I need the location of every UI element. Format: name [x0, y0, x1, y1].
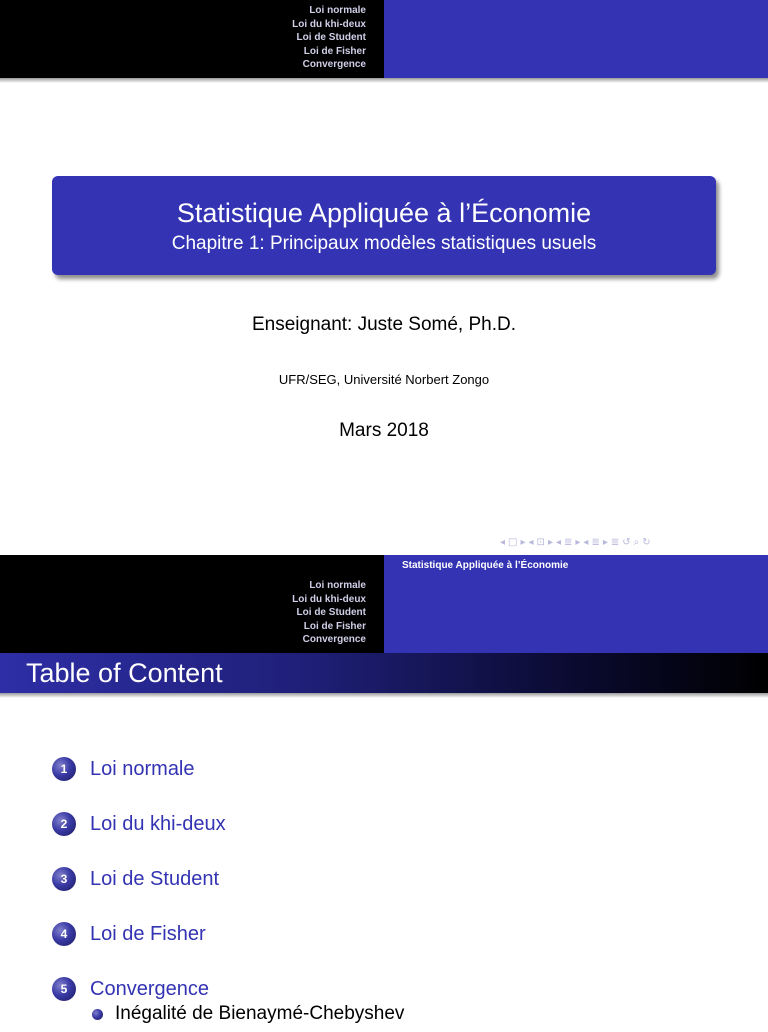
toc-number-badge: 3 — [52, 867, 76, 891]
nav-link-convergence[interactable]: Convergence — [302, 634, 366, 646]
next-slide-icon[interactable]: ▸ — [520, 537, 526, 548]
frame-icon[interactable]: ⊡ — [536, 537, 545, 548]
toc-number-badge: 4 — [52, 922, 76, 946]
toc-subitem[interactable] — [92, 1003, 404, 1025]
author: Enseignant: Juste Somé, Ph.D. — [251, 314, 517, 335]
toc-link-loi-khi-deux[interactable]: Loi du khi-deux — [90, 813, 226, 835]
toc-item[interactable] — [52, 977, 226, 1001]
nav-link-convergence[interactable]: Convergence — [302, 59, 366, 71]
next-frame-icon[interactable]: ▸ — [547, 537, 553, 548]
frame-title-shadow — [0, 693, 768, 698]
presentation-title: Statistique Appliquée à l’Économie — [176, 198, 592, 228]
nav-link-loi-student[interactable]: Loi de Student — [296, 607, 366, 619]
prev-section-icon[interactable]: ◂ — [583, 537, 589, 548]
nav-link-loi-khi-deux[interactable]: Loi du khi-deux — [292, 18, 366, 30]
document-icon[interactable]: ≣ — [610, 537, 620, 548]
institute: UFR/SEG, Université Norbert Zongo — [278, 372, 490, 387]
toc-item[interactable] — [52, 922, 226, 946]
nav-link-loi-fisher[interactable]: Loi de Fisher — [303, 620, 366, 632]
search-icon[interactable]: ⌕ — [633, 537, 640, 548]
header-presentation-title[interactable]: Statistique Appliquée à l’Économie — [402, 560, 569, 571]
header-shadow — [0, 78, 768, 83]
toc-number-badge: 1 — [52, 757, 76, 781]
presentation-date: Mars 2018 — [339, 420, 429, 441]
slide-icon[interactable]: □ — [508, 537, 518, 548]
slide2-header-navbar — [0, 555, 768, 653]
next-subsection-icon[interactable]: ▸ — [575, 537, 581, 548]
toc-item[interactable] — [52, 757, 226, 781]
prev-slide-icon[interactable]: ◂ — [500, 537, 506, 548]
section-list — [0, 4, 366, 72]
section-icon[interactable]: ≣ — [591, 537, 600, 548]
prev-subsection-icon[interactable]: ◂ — [555, 537, 561, 548]
toc-number-badge: 2 — [52, 812, 76, 836]
toc-item[interactable] — [52, 867, 226, 891]
title-block — [52, 176, 716, 275]
toc-link-convergence[interactable]: Convergence — [90, 978, 209, 1000]
toc-number-badge: 5 — [52, 977, 76, 1001]
nav-link-loi-normale[interactable]: Loi normale — [309, 580, 366, 591]
toc-item[interactable] — [52, 812, 226, 836]
toc-link-loi-fisher[interactable]: Loi de Fisher — [90, 923, 206, 945]
next-section-icon[interactable]: ▸ — [602, 537, 608, 548]
table-of-contents — [52, 757, 226, 1032]
toc-link-loi-normale[interactable]: Loi normale — [90, 758, 195, 780]
nav-link-loi-student[interactable]: Loi de Student — [296, 32, 366, 44]
forward-icon[interactable]: ↻ — [642, 537, 651, 548]
nav-link-loi-normale[interactable]: Loi normale — [309, 5, 366, 16]
beamer-navigation-symbols — [500, 537, 651, 548]
subsection-icon[interactable]: ≣ — [564, 537, 573, 548]
nav-link-loi-khi-deux[interactable]: Loi du khi-deux — [292, 593, 366, 605]
bullet-icon — [92, 1009, 103, 1020]
slide2-section-nav — [0, 555, 384, 653]
frame-title: Table of Content — [26, 658, 223, 688]
frame-title-bar — [0, 653, 768, 693]
back-icon[interactable]: ↺ — [622, 537, 631, 548]
slide1-section-nav — [0, 0, 384, 78]
slide1-header-navbar — [0, 0, 768, 78]
toc-link-loi-student[interactable]: Loi de Student — [90, 868, 219, 890]
nav-link-loi-fisher[interactable]: Loi de Fisher — [303, 45, 366, 57]
slide1-header-blue-panel — [384, 0, 768, 78]
prev-frame-icon[interactable]: ◂ — [528, 537, 534, 548]
presentation-subtitle: Chapitre 1: Principaux modèles statistiques usuels — [171, 233, 597, 254]
toc-subitem-label[interactable]: Inégalité de Bienaymé-Chebyshev — [115, 1003, 405, 1024]
section-list — [0, 579, 366, 647]
